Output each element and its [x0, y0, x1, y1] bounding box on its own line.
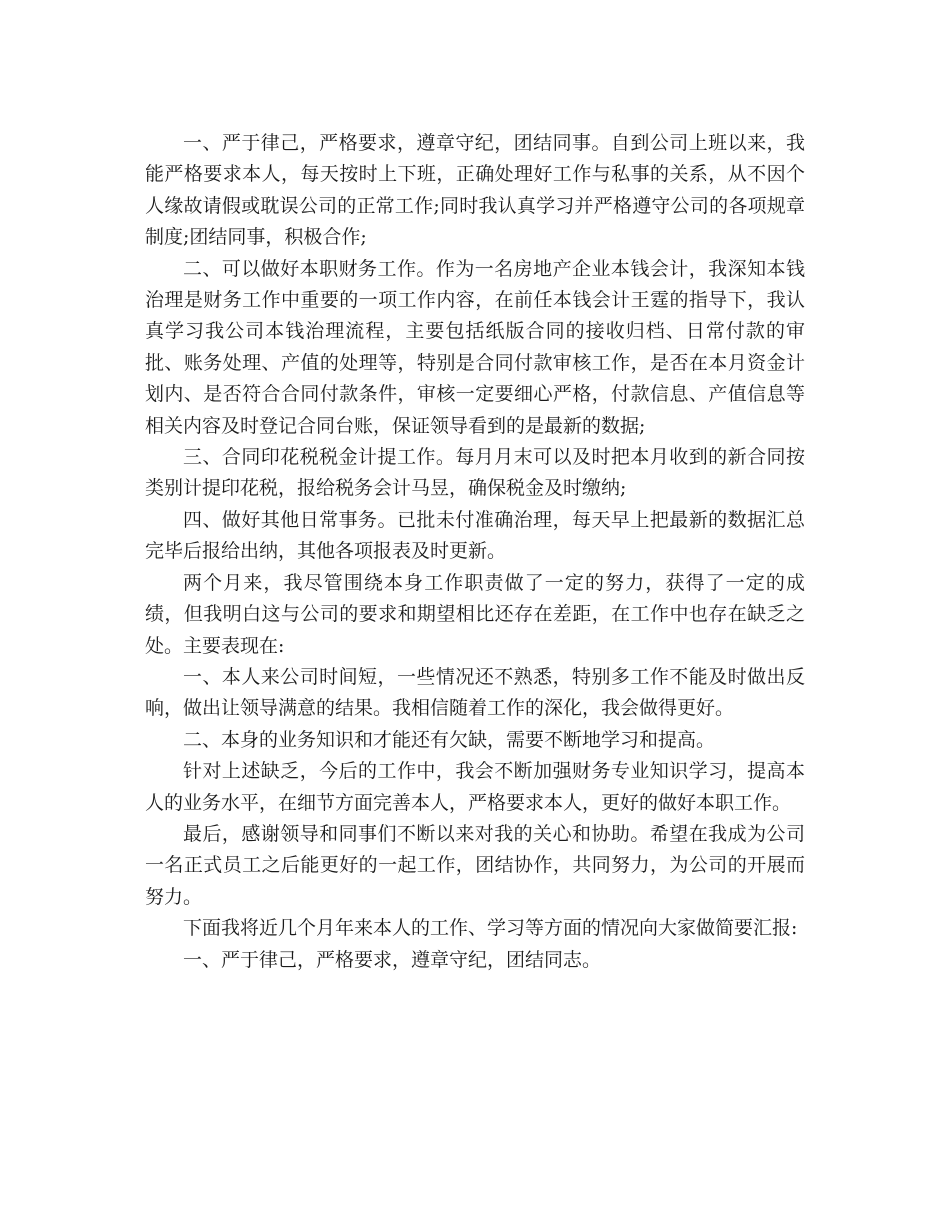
paragraph: 最后，感谢领导和同事们不断以来对我的关心和协助。希望在我成为公司一名正式员工之后能更好的一起工作，团结协作，共同努力，为公司的开展而努力。 [145, 822, 805, 908]
document-body [145, 128, 805, 976]
paragraph: 一、严于律己，严格要求，遵章守纪，团结同志。 [183, 948, 602, 971]
paragraph: 一、严于律己，严格要求，遵章守纪，团结同事。自到公司上班以来，我能严格要求本人，每天按时上下班，正确处理好工作与私事的关系，从不因个人缘故请假或耽误公司的正常工作;同时我认真学习并严格遵守公司的各项规章制度;团结同事，积极合作; [145, 132, 805, 249]
paragraph: 两个月来，我尽管围绕本身工作职责做了一定的努力，获得了一定的成绩，但我明白这与公司的要求和期望相比还存在差距，在工作中也存在缺乏之处。主要表现在: [145, 571, 805, 657]
paragraph: 针对上述缺乏，今后的工作中，我会不断加强财务专业知识学习，提高本人的业务水平，在细节方面完善本人，严格要求本人，更好的做好本职工作。 [145, 760, 805, 814]
paragraph: 下面我将近几个月年来本人的工作、学习等方面的情况向大家做简要汇报: [183, 917, 798, 940]
paragraph: 三、合同印花税税金计提工作。每月月末可以及时把本月收到的新合同按类别计提印花税，报给税务会计马昱，确保税金及时缴纳; [145, 446, 805, 500]
paragraph: 一、本人来公司时间短，一些情况还不熟悉，特别多工作不能及时做出反响，做出让领导满意的结果。我相信随着工作的深化，我会做得更好。 [145, 665, 805, 720]
paragraph: 二、可以做好本职财务工作。作为一名房地产企业本钱会计，我深知本钱治理是财务工作中重要的一项工作内容，在前任本钱会计王霆的指导下，我认真学习我公司本钱治理流程，主要包括纸版合同的接收归档、日常付款的审批、账务处理、产值的处理等，特别是合同付款审核工作，是否在本月资金计划内、是否符合合同付款条件，审核一定要细心严格，付款信息、产值信息等相关内容及时登记合同台账，保证领导看到的是最新的数据; [145, 257, 805, 437]
paragraph: 二、本身的业务知识和才能还有欠缺，需要不断地学习和提高。 [183, 728, 716, 751]
paragraph: 四、做好其他日常事务。已批未付准确治理，每天早上把最新的数据汇总完毕后报给出纳，其他各项报表及时更新。 [145, 508, 805, 563]
